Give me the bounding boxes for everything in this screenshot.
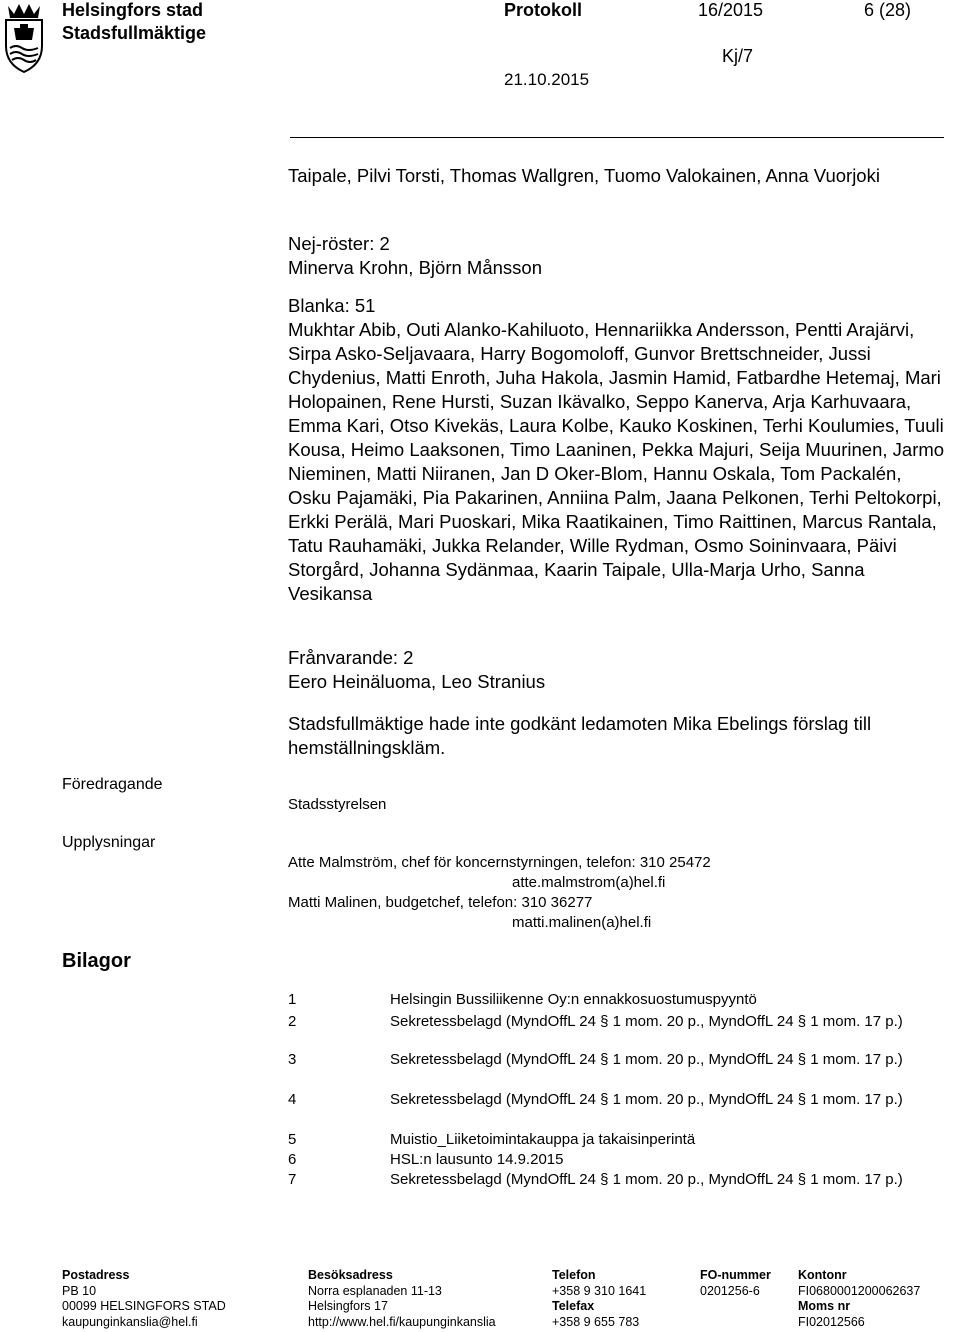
city-crest-logo — [2, 2, 46, 74]
footer-postal: Postadress PB 10 00099 HELSINGFORS STAD kaupunginkanslia@hel.fi — [62, 1268, 226, 1329]
blank-votes-names: Mukhtar Abib, Outi Alanko-Kahiluoto, Hennariikka Andersson, Pentti Arajärvi, Sirpa Asko-Seljavaara, Harry Bogomoloff, Gunvor Brettschneider, Jussi Chydenius, Matti Enroth, Juha Hakola, Jasmin Hamid, Fatbardhe Hetemaj, Mari Holopainen, Rene Hursti, Suzan Ikävalko, Seppo Kanerva, Arja Karhuvaara, Emma Kari, Otso Kivekäs, Laura Kolbe, Kauko Koskinen, Terhi Koulumies, Tuuli Kousa, Heimo Laaksonen, Timo Laaninen, Pekka Majuri, Seija Muurinen, Jarmo Nieminen, Matti Niiranen, Jan D Oker-Blom, Hannu Oskala, Tom Packalén, Osku Pajamäki, Pia Pakarinen, Anniina Palm, Jaana Pelkonen, Terhi Peltokorpi, Erkki Perälä, Mari Puoskari, Mika Raatikainen, Timo Raittinen, Marcus Rantala, Tatu Rauhamäki, Jukka Relander, Wille Rydman, Osmo Soininvaara, Päivi Storgård, Johanna Sydänmaa, Kaarin Taipale, Ulla-Marja Urho, Sanna Vesikansa — [288, 319, 945, 604]
contact-1: Atte Malmström, chef för koncernstyrningen, telefon: 310 25472 — [288, 854, 711, 871]
attachment-item[interactable] — [288, 1050, 948, 1090]
attachment-item[interactable] — [288, 1150, 948, 1170]
attachment-number: 7 — [288, 1171, 297, 1188]
footer-account: Kontonr FI0680001200062637 Moms nr FI02012566 — [798, 1268, 921, 1329]
attachment-title: Helsingin Bussiliikenne Oy:n ennakkosuostumuspyyntö — [390, 991, 757, 1008]
yes-votes-continued: Taipale, Pilvi Torsti, Thomas Wallgren, Tuomo Valokainen, Anna Vuorjoki — [288, 165, 880, 186]
contact-2-email[interactable]: matti.malinen(a)hel.fi — [512, 914, 652, 931]
attachment-title: Sekretessbelagd (MyndOffL 24 § 1 mom. 20 p., MyndOffL 24 § 1 mom. 17 p.) — [390, 1091, 903, 1108]
info-label: Upplysningar — [62, 834, 156, 851]
section-code: Kj/7 — [722, 46, 754, 66]
footer-email[interactable]: kaupunginkanslia@hel.fi — [62, 1314, 198, 1329]
attachment-item[interactable] — [288, 1130, 948, 1150]
header-divider — [290, 137, 944, 138]
attachment-number: 5 — [288, 1131, 297, 1148]
presenter-label: Föredragande — [62, 776, 163, 793]
council-name: Stadsfullmäktige — [62, 23, 207, 43]
city-name: Helsingfors stad — [62, 0, 204, 20]
presenter-value: Stadsstyrelsen — [288, 796, 387, 813]
decision-text: Stadsfullmäktige hade inte godkänt ledamoten Mika Ebelings förslag till hemställningskläm. — [288, 713, 872, 758]
attachment-number: 2 — [288, 1013, 297, 1030]
attachment-number: 4 — [288, 1091, 297, 1108]
absent-names: Eero Heinäluoma, Leo Stranius — [288, 671, 546, 692]
attachment-item[interactable] — [288, 990, 948, 1010]
absent-block — [288, 646, 948, 694]
doc-number: 16/2015 — [698, 0, 764, 20]
meeting-date: 21.10.2015 — [504, 70, 590, 89]
no-votes-names: Minerva Krohn, Björn Månsson — [288, 257, 542, 278]
attachment-number: 3 — [288, 1051, 297, 1068]
blank-votes-block — [288, 294, 948, 606]
footer-website-link[interactable]: http://www.hel.fi/kaupunginkanslia — [308, 1314, 496, 1329]
attachments-label: Bilagor — [62, 950, 131, 972]
contact-1-email[interactable]: atte.malmstrom(a)hel.fi — [512, 874, 666, 891]
attachment-title: Sekretessbelagd (MyndOffL 24 § 1 mom. 20 p., MyndOffL 24 § 1 mom. 17 p.) — [390, 1171, 903, 1188]
absent-heading: Frånvarande: 2 — [288, 647, 414, 668]
no-votes-heading: Nej-röster: 2 — [288, 233, 390, 254]
no-votes-block — [288, 232, 948, 280]
attachment-title: Sekretessbelagd (MyndOffL 24 § 1 mom. 20 p., MyndOffL 24 § 1 mom. 17 p.) — [390, 1051, 903, 1068]
attachment-number: 6 — [288, 1151, 297, 1168]
footer-phone: Telefon +358 9 310 1641 Telefax +358 9 655 783 — [552, 1268, 647, 1329]
attachment-item[interactable] — [288, 1090, 948, 1130]
attachment-title: Sekretessbelagd (MyndOffL 24 § 1 mom. 20 p., MyndOffL 24 § 1 mom. 17 p.) — [390, 1013, 903, 1030]
attachment-number: 1 — [288, 991, 297, 1008]
doc-type: Protokoll — [504, 0, 583, 20]
attachment-title: HSL:n lausunto 14.9.2015 — [390, 1151, 564, 1168]
footer-visit: Besöksadress Norra esplanaden 11-13 Helsingfors 17 http://www.hel.fi/kaupunginkanslia — [308, 1268, 496, 1329]
contact-2: Matti Malinen, budgetchef, telefon: 310 36277 — [288, 894, 593, 911]
attachment-item[interactable] — [288, 1170, 948, 1210]
attachment-title: Muistio_Liiketoimintakauppa ja takaisinperintä — [390, 1131, 696, 1148]
blank-votes-heading: Blanka: 51 — [288, 295, 376, 316]
page-number: 6 (28) — [864, 0, 912, 20]
attachment-item[interactable] — [288, 1012, 948, 1052]
footer-fo: FO-nummer 0201256-6 — [700, 1268, 771, 1298]
